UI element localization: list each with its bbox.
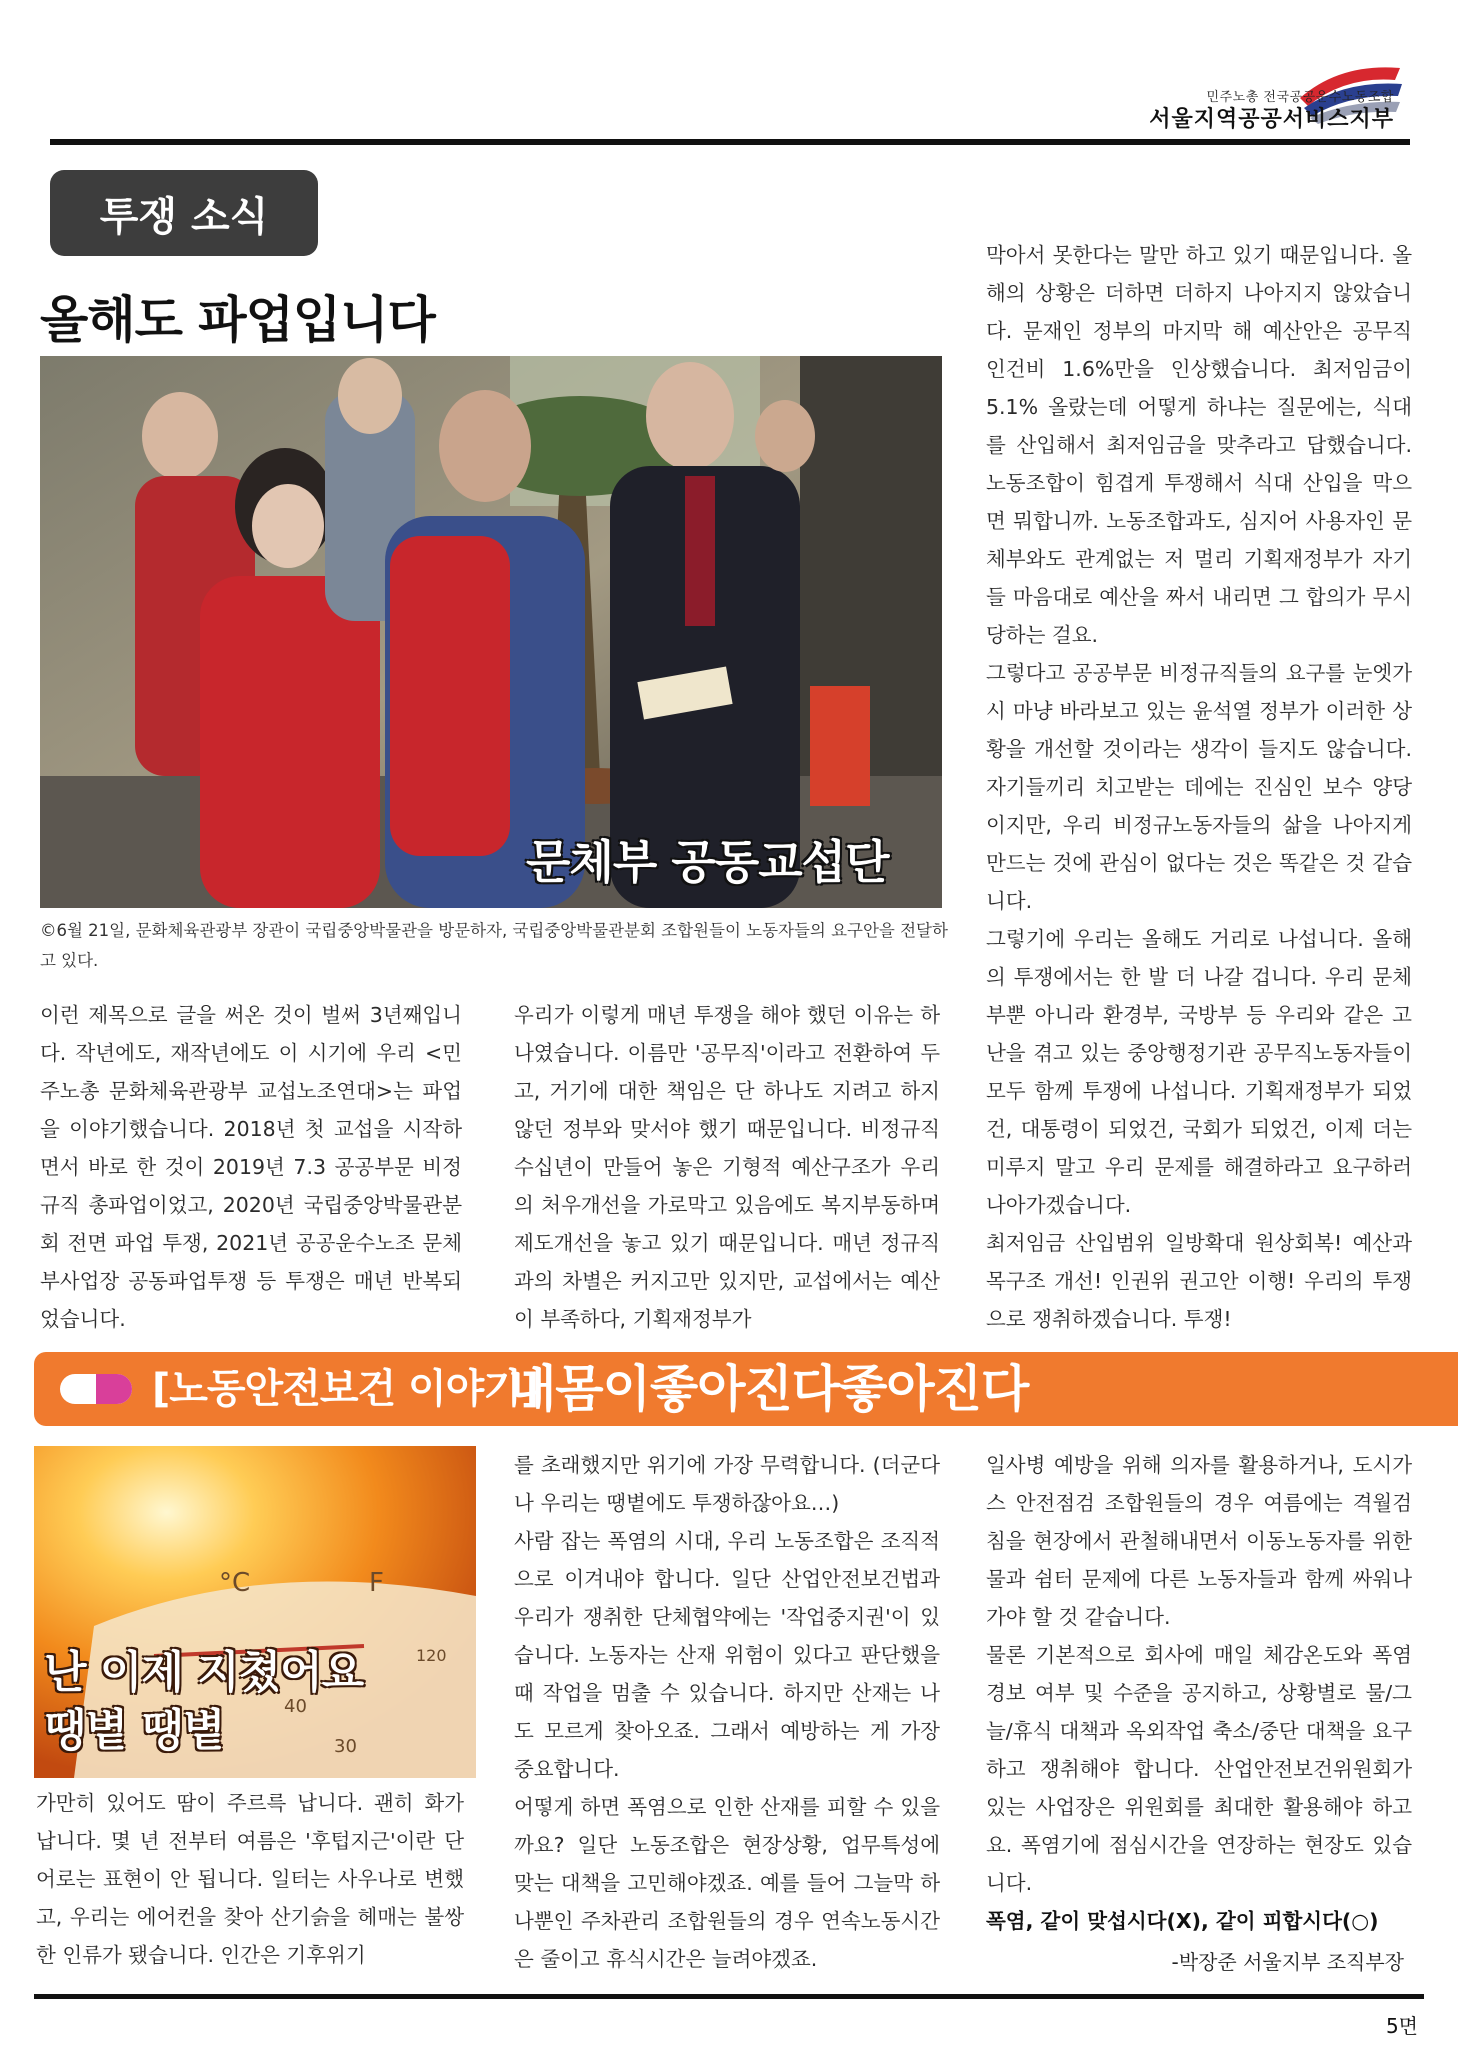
article2-column-1: [36, 1784, 464, 1974]
page-number: 5면: [1385, 2014, 1418, 2038]
thermometer-celsius-mark: °C: [219, 1568, 251, 1598]
heat-photo-overlay-line2: 땡볕 땡볕: [44, 1705, 225, 1756]
thermometer-fahrenheit-mark: F: [369, 1568, 384, 1598]
article2-column-3: [986, 1446, 1412, 1940]
thermometer-tick-30: 30: [334, 1736, 357, 1757]
article1-col1-text: 이런 제목으로 글을 써온 것이 벌써 3년째입니다. 작년에도, 재작년에도 이 시기에 우리 <민주노총 문화체육관광부 교섭노조연대>는 파업을 이야기했습니다. 2018년 첫 교섭을 시작하면서 바로 한 것이 2019년 7.3 공공부문 비정규직 총파업이었고, 2020년 국립중앙박물관분회 전면 파업 투쟁, 2021년 공공운수노조 문체부사업장 공동파업투쟁 등 투쟁은 매년 반복되었습니다.: [40, 1003, 462, 1331]
author-signature: -박장준 서울지부 조직부장: [1171, 1950, 1404, 1974]
header-rule: [50, 139, 1410, 145]
union-name: 서울지역공공서비스지부: [1149, 107, 1394, 132]
banner-title: 내몸이좋아진다좋아진다: [508, 1360, 1029, 1418]
article2-bold-slogan: 폭염, 같이 맞섭시다(X), 같이 피합시다(○): [986, 1909, 1379, 1933]
article1-col3-p2: 그렇다고 공공부문 비정규직들의 요구를 눈엣가시 마냥 바라보고 있는 윤석열 정부가 이러한 상황을 개선할 것이라는 생각이 들지도 않습니다. 자기들끼리 치고받는 데에는 진심인 보수 양당이지만, 우리 비정규노동자들의 삶을 나아지게 만드는 것에 관심이 없다는 것은 똑같은 것 같습니다.: [986, 661, 1412, 913]
article-headline: 올해도 파업입니다: [40, 291, 435, 349]
article2-column-2: [514, 1446, 940, 1978]
heat-photo-overlay-line1: 난 이제 지쳤어요: [44, 1647, 364, 1698]
article1-col3-p4: 최저임금 산입범위 일방확대 원상회복! 예산과목구조 개선! 인권위 권고안 이행! 우리의 투쟁으로 쟁취하겠습니다. 투쟁!: [986, 1231, 1412, 1331]
banner-label: [노동안전보건 이야기]: [152, 1366, 539, 1412]
article1-col3-p3: 그렇기에 우리는 올해도 거리로 나섭니다. 올해의 투쟁에서는 한 발 더 나갈 겁니다. 우리 문체부뿐 아니라 환경부, 국방부 등 우리와 같은 고난을 겪고 있는 중앙행정기관 공무직노동자들이 모두 함께 투쟁에 나섭니다. 기획재정부가 되었건, 대통령이 되었건, 국회가 되었건, 이제 더는 미루지 말고 우리 문제를 해결하라고 요구하러 나아가겠습니다.: [986, 927, 1412, 1217]
thermometer-tick-40: 40: [284, 1696, 307, 1717]
article1-col3-p1: 막아서 못한다는 말만 하고 있기 때문입니다. 올해의 상황은 더하면 더하지 나아지지 않았습니다. 문재인 정부의 마지막 해 예산안은 공무직 인건비 1.6%만을 인상했습니다. 최저임금이 5.1% 올랐는데 어떻게 하냐는 질문에는, 식대를 산입해서 최저임금을 맞추라고 답했습니다. 노동조합이 힘겹게 투쟁해서 식대 산입을 막으면 뭐합니까. 노동조합과도, 심지어 사용자인 문체부와도 관계없는 저 멀리 기획재정부가 자기들 마음대로 예산을 짜서 내리면 그 합의가 무시당하는 걸요.: [986, 243, 1412, 647]
article2-col2-p1: 를 초래했지만 위기에 가장 무력합니다. (더군다나 우리는 땡볕에도 투쟁하잖아요…): [514, 1453, 940, 1515]
article2-col2-p3: 어떻게 하면 폭염으로 인한 산재를 피할 수 있을까요? 일단 노동조합은 현장상황, 업무특성에 맞는 대책을 고민해야겠죠. 예를 들어 그늘막 하나뿐인 주차관리 조합원들의 경우 연속노동시간은 줄이고 휴식시간은 늘려야겠죠.: [514, 1795, 940, 1971]
union-name-small: 민주노총 전국공공운수노동조합: [1206, 90, 1394, 105]
article2-col1-text: 가만히 있어도 땀이 주르륵 납니다. 괜히 화가 납니다. 몇 년 전부터 여름은 '후텁지근'이란 단어로는 표현이 안 됩니다. 일터는 사우나로 변했고, 우리는 에어컨을 찾아 산기슭을 헤매는 불쌍한 인류가 됐습니다. 인간은 기후위기: [36, 1791, 464, 1967]
footer-rule: [34, 1994, 1424, 1999]
article1-column-1: [40, 996, 462, 1338]
article1-col2-text: 우리가 이렇게 매년 투쟁을 해야 했던 이유는 하나였습니다. 이름만 '공무직'이라고 전환하여 두고, 거기에 대한 책임은 단 하나도 지려고 하지 않던 정부와 맞서야 했기 때문입니다. 비정규직 수십년이 만들어 놓은 기형적 예산구조가 우리의 처우개선을 가로막고 있음에도 복지부동하며 제도개선을 놓고 있기 때문입니다. 매년 정규직과의 차별은 커지고만 있지만, 교섭에서는 예산이 부족하다, 기획재정부가: [514, 1003, 940, 1331]
thermometer-tick-120: 120: [416, 1646, 447, 1665]
section-tag: 투쟁 소식: [50, 170, 318, 256]
article2-col2-p2: 사람 잡는 폭염의 시대, 우리 노동조합은 조직적으로 이겨내야 합니다. 일단 산업안전보건법과 우리가 쟁취한 단체협약에는 '작업중지권'이 있습니다. 노동자는 산재 위험이 있다고 판단했을 때 작업을 멈출 수 있습니다. 하지만 산재는 나도 모르게 찾아오죠. 그래서 예방하는 게 가장 중요합니다.: [514, 1529, 940, 1781]
photo-overlay-label: 문체부 공동교섭단: [526, 835, 889, 889]
article1-column-2: [514, 996, 940, 1338]
article1-column-3: [986, 236, 1412, 1338]
article2-col3-p1: 일사병 예방을 위해 의자를 활용하거나, 도시가스 안전점검 조합원들의 경우 여름에는 격월검침을 현장에서 관철해내면서 이동노동자를 위한 물과 쉼터 문제에 다른 노동자들과 함께 싸워나가야 할 것 같습니다.: [986, 1453, 1412, 1629]
heat-photo: [34, 1446, 476, 1778]
photo-caption: ©6월 21일, 문화체육관광부 장관이 국립중앙박물관을 방문하자, 국립중앙박물관분회 조합원들이 노동자들의 요구안을 전달하고 있다.: [40, 921, 948, 970]
pill-icon: [58, 1372, 134, 1406]
protest-photo: [40, 356, 942, 908]
article2-col3-p2: 물론 기본적으로 회사에 매일 체감온도와 폭염경보 여부 및 수준을 공지하고, 상황별로 물/그늘/휴식 대책과 옥외작업 축소/중단 대책을 요구하고 쟁취해야 합니다. 산업안전보건위원회가 있는 사업장은 위원회를 최대한 활용해야 하고요. 폭염기에 점심시간을 연장하는 현장도 있습니다.: [986, 1643, 1412, 1895]
